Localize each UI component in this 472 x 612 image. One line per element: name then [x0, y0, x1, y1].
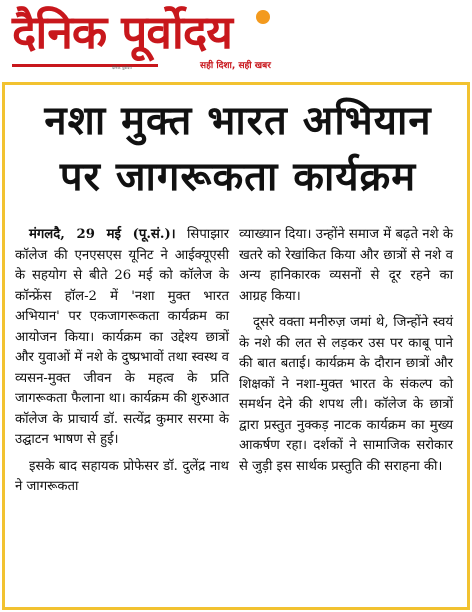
logo-small-text: दैनिक पूर्वोदय: [112, 65, 132, 70]
paragraph-4: दूसरे वक्ता मनीरुज़ जमां थे, जिन्होंने स्वयं के नशे की लत से लड़कर उस पर काबू पाने की बात बताई। कार्यक्रम के दौरान छात्रों और शिक्षकों ने नशा-मुक्त भारत के संकल्प को समर्थन देने की शपथ ली। कॉलेज के छात्रों द्वारा प्रस्तुत नुक्कड़ नाटक कार्यक्रम का मुख्य आकर्षण रहा। दर्शकों ने सामाजिक सरोकार से जुड़ी इस सार्थक प्रस्तुति की सराहना की।: [239, 315, 453, 474]
headline-line-2: पर जागरूकता कार्यक्रम: [59, 154, 417, 200]
newspaper-logo: दैनिक पूर्वोदय: [12, 5, 232, 59]
newspaper-tagline: सही दिशा, सही खबर: [200, 61, 271, 71]
dateline: मंगलदै, 29 मई (पू.सं.)।: [29, 227, 176, 242]
paragraph-3: व्याख्यान दिया। उन्होंने समाज में बढ़ते नशे के खतरे को रेखांकित किया और छात्रों से नशे व अन्य हानिकारक व्यसनों से दूर रहने का आग्रह किया।: [239, 227, 453, 304]
paragraph-2: इसके बाद सहायक प्रोफेसर डॉ. दुलेंद्र नाथ ने जागरूकता: [15, 458, 229, 494]
article-column-right: [239, 225, 453, 477]
article-frame: [2, 82, 470, 610]
paragraph-1: सिपाझार कॉलेज की एनएसएस यूनिट ने आईक्यूएसी के सहयोग से बीते 26 मई को कॉलेज के कॉन्फ्रेंस हॉल-2 में 'नशा मुक्त भारत अभियान' पर एकजागरूकता कार्यक्रम का आयोजन किया। कार्यक्रम का उद्देश्य छात्रों और युवाओं में नशे के दुष्प्रभावों तथा स्वस्थ व व्यसन-मुक्त जीवन के महत्व के प्रति जागरूकता फैलाना था। कार्यक्रम की शुरुआत कॉलेज के प्राचार्य डॉ. सत्येंद्र कुमार सरमा के उद्घाटन भाषण से हुई।: [15, 227, 229, 447]
headline-line-1: नशा मुक्त भारत अभियान: [44, 98, 432, 144]
masthead: [0, 0, 472, 82]
sun-dot-icon: [256, 10, 270, 24]
article-column-left: [15, 225, 229, 498]
